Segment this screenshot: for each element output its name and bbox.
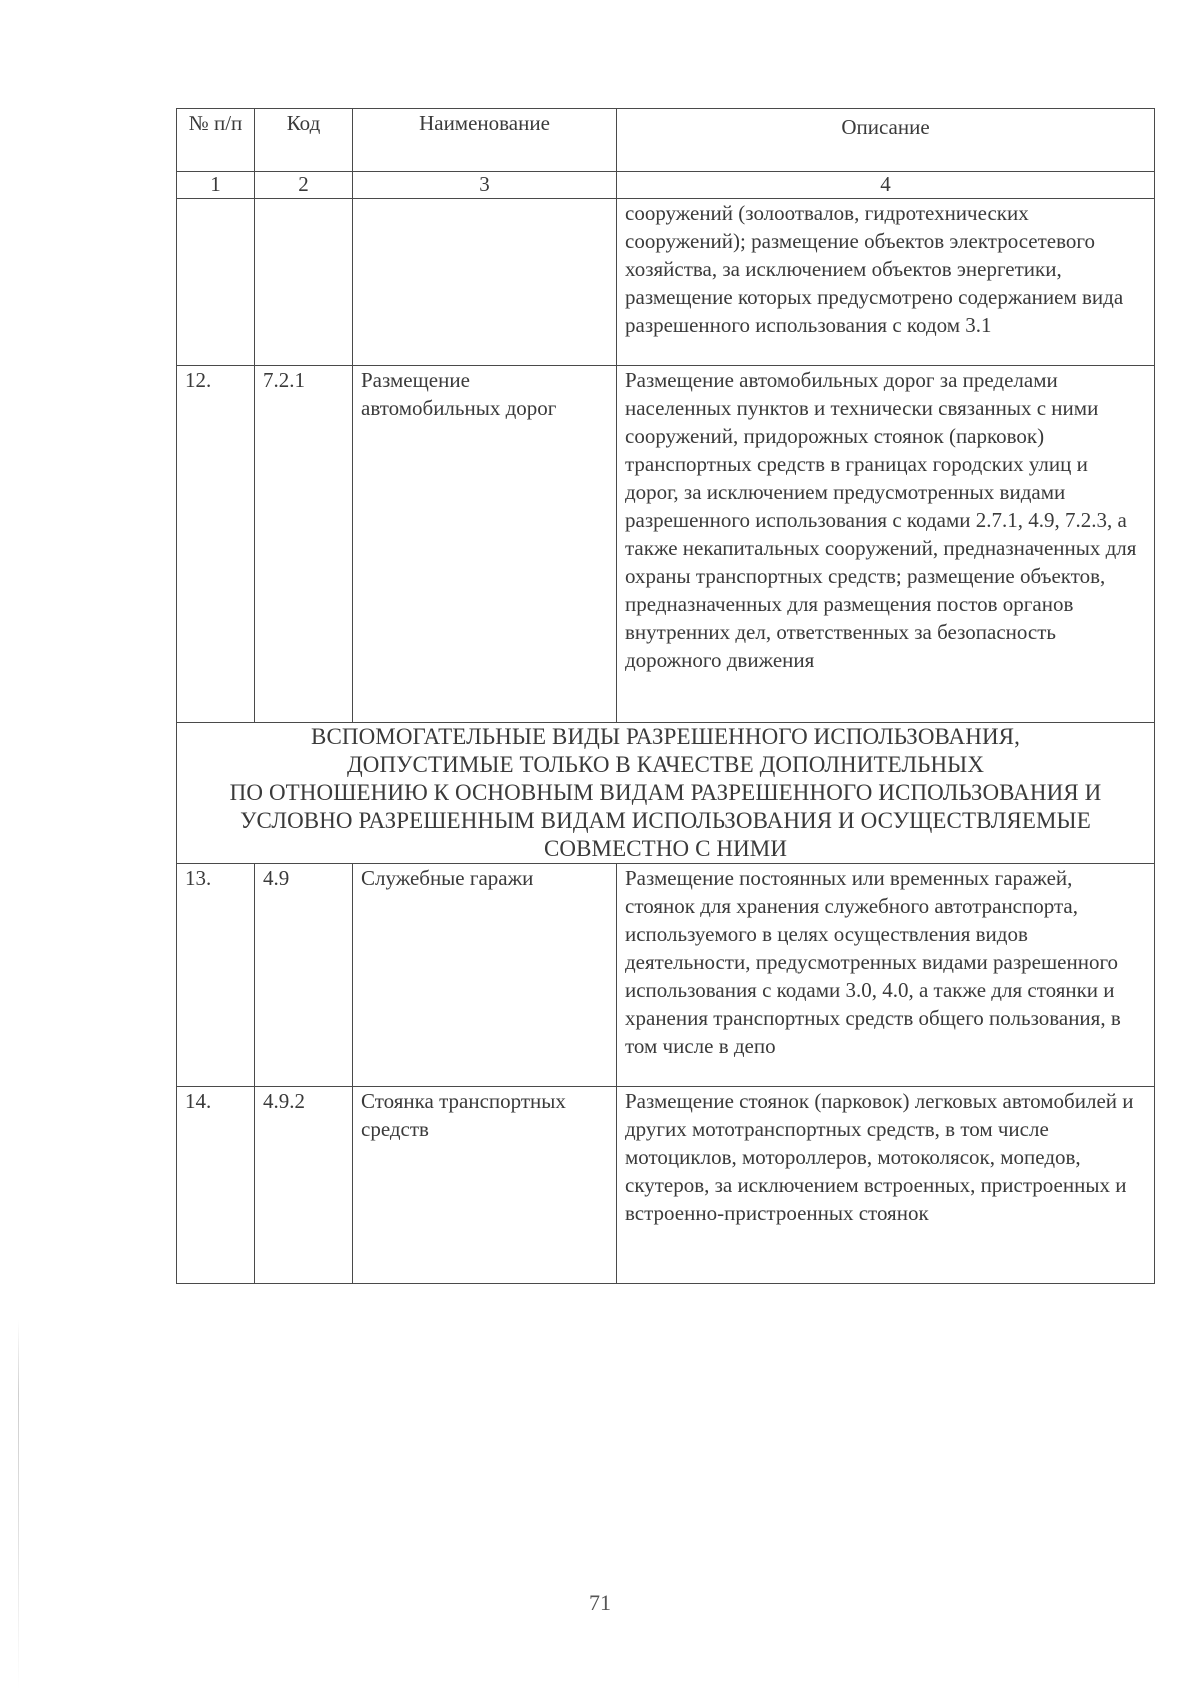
header-name: Наименование — [353, 109, 617, 172]
cell-code-empty — [255, 199, 353, 366]
land-use-table — [176, 108, 1155, 1284]
page-number: 71 — [589, 1590, 611, 1615]
column-number: 4 — [617, 172, 1155, 199]
cell-description: сооружений (золоотвалов, гидротехнических сооружений); размещение объектов электросетевого хозяйства, за исключением объектов энергетики, размещение которых предусмотрено содержанием вида разрешенного использования с кодом 3.1 — [617, 199, 1155, 366]
cell-name: Размещение автомобильных дорог — [353, 366, 617, 723]
table-row — [177, 864, 1155, 1087]
section-heading-line: ДОПУСТИМЫЕ ТОЛЬКО В КАЧЕСТВЕ ДОПОЛНИТЕЛЬНЫХ — [346, 752, 985, 777]
header-description: Описание — [617, 109, 1155, 172]
cell-num: 12. — [177, 366, 255, 723]
cell-description: Размещение стоянок (парковок) легковых автомобилей и других мототранспортных средств, в том числе мотоциклов, мотороллеров, мотоколясок, мопедов, скутеров, за исключением встроенных, пристроенных и встроенно-пристроенных стоянок — [617, 1087, 1155, 1284]
section-heading-line: ПО ОТНОШЕНИЮ К ОСНОВНЫМ ВИДАМ РАЗРЕШЕННОГО ИСПОЛЬЗОВАНИЯ И — [229, 780, 1102, 805]
section-heading — [177, 723, 1155, 864]
table-row — [177, 1087, 1155, 1284]
section-heading-line: ВСПОМОГАТЕЛЬНЫЕ ВИДЫ РАЗРЕШЕННОГО ИСПОЛЬЗОВАНИЯ, — [311, 724, 1020, 749]
cell-num: 13. — [177, 864, 255, 1087]
header-code: Код — [255, 109, 353, 172]
cell-name: Стоянка транспортных средств — [353, 1087, 617, 1284]
cell-code: 7.2.1 — [255, 366, 353, 723]
cell-name: Служебные гаражи — [353, 864, 617, 1087]
column-number: 3 — [353, 172, 617, 199]
column-number: 1 — [177, 172, 255, 199]
cell-num-empty — [177, 199, 255, 366]
cell-code: 4.9 — [255, 864, 353, 1087]
cell-num: 14. — [177, 1087, 255, 1284]
section-heading-line: СОВМЕСТНО С НИМИ — [543, 836, 788, 861]
section-heading-row — [177, 723, 1155, 864]
table-header-row — [177, 109, 1155, 172]
section-heading-line: УСЛОВНО РАЗРЕШЕННЫМ ВИДАМ ИСПОЛЬЗОВАНИЯ И ОСУЩЕСТВЛЯЕМЫЕ — [240, 808, 1091, 833]
cell-description: Размещение постоянных или временных гаражей, стоянок для хранения служебного автотранспорта, используемого в целях осуществления видов деятельности, предусмотренных видами разрешенного использования с кодами 3.0, 4.0, а также для стоянки и хранения транспортных средств общего пользования, в том числе в депо — [617, 864, 1155, 1087]
cell-description: Размещение автомобильных дорог за пределами населенных пунктов и технически связанных с ними сооружений, придорожных стоянок (парковок) транспортных средств в границах городских улиц и дорог, за исключением предусмотренных видами разрешенного использования с кодами 2.7.1, 4.9, 7.2.3, а также некапитальных сооружений, предназначенных для охраны транспортных средств; размещение объектов, предназначенных для размещения постов органов внутренних дел, ответственных за безопасность дорожного движения — [617, 366, 1155, 723]
cell-name-empty — [353, 199, 617, 366]
column-number-row — [177, 172, 1155, 199]
scan-edge-mark — [18, 1320, 19, 1690]
column-number: 2 — [255, 172, 353, 199]
header-num: № п/п — [177, 109, 255, 172]
table-row — [177, 366, 1155, 723]
cell-code: 4.9.2 — [255, 1087, 353, 1284]
table-row-continuation — [177, 199, 1155, 366]
